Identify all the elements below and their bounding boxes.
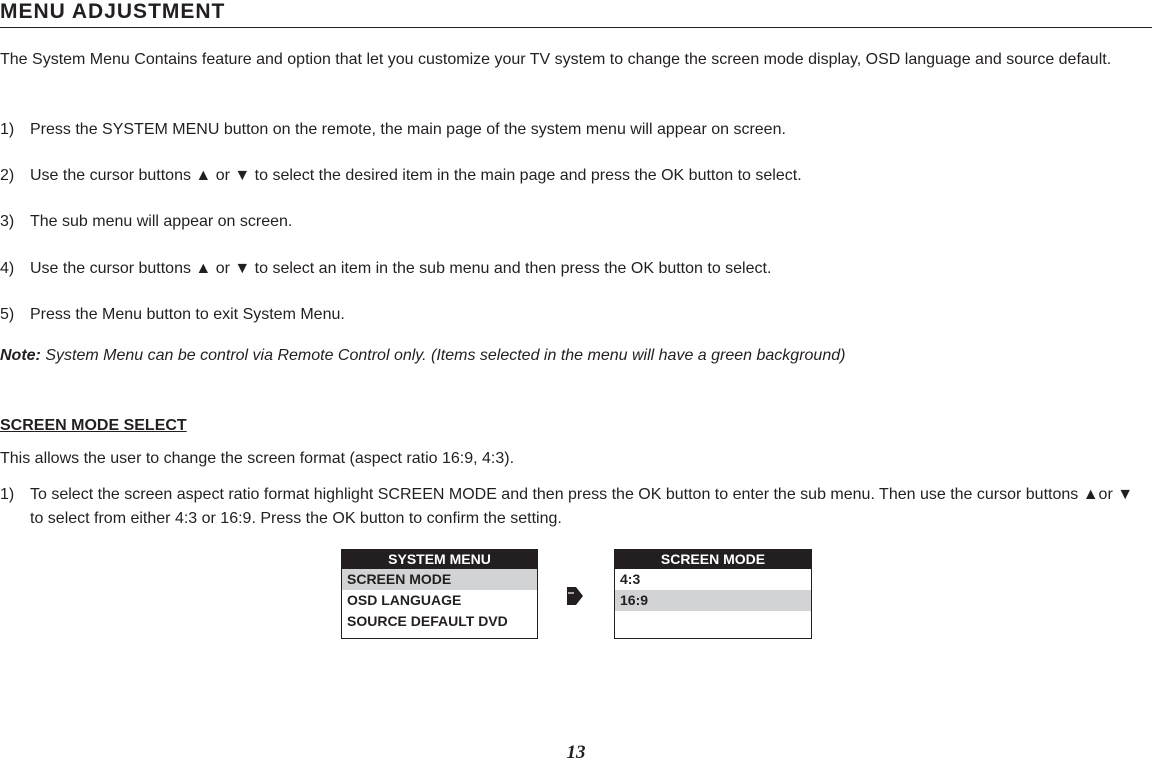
step-text: Use the cursor buttons ▲ or ▼ to select the desired item in the main page and press the OK button to select. bbox=[30, 167, 802, 184]
step-text: The sub menu will appear on screen. bbox=[30, 213, 293, 230]
section-heading: SCREEN MODE SELECT bbox=[0, 417, 187, 434]
title-divider bbox=[0, 27, 1152, 28]
step-text: Press the SYSTEM MENU button on the remote, the main page of the system menu will appear on screen. bbox=[30, 121, 786, 138]
screen-mode-menu-title: SCREEN MODE bbox=[615, 550, 811, 569]
page-title: MENU ADJUSTMENT bbox=[0, 0, 226, 23]
note-text: System Menu can be control via Remote Control only. (Items selected in the menu will have a green background) bbox=[40, 347, 846, 364]
step-number: 1) bbox=[0, 121, 15, 138]
menu-item-osd-language[interactable]: OSD LANGUAGE bbox=[347, 592, 462, 608]
section-description: This allows the user to change the screen format (aspect ratio 16:9, 4:3). bbox=[0, 450, 515, 467]
screen-mode-menu-box bbox=[614, 549, 812, 639]
menu-item-4-3[interactable]: 4:3 bbox=[620, 571, 641, 587]
step-number: 4) bbox=[0, 260, 15, 277]
system-menu-title: SYSTEM MENU bbox=[342, 550, 537, 569]
step-number: 1) bbox=[0, 486, 15, 503]
right-arrow-icon bbox=[565, 584, 585, 608]
step-number: 3) bbox=[0, 213, 15, 230]
menu-item-source-default[interactable]: SOURCE DEFAULT DVD bbox=[347, 613, 508, 629]
note bbox=[0, 346, 845, 366]
system-menu-box bbox=[341, 549, 538, 639]
step-number: 2) bbox=[0, 167, 15, 184]
note-label: Note: bbox=[0, 347, 41, 364]
intro-paragraph: The System Menu Contains feature and option that let you customize your TV system to change the screen mode display, OSD language and source default. bbox=[0, 51, 1112, 68]
step-text: Use the cursor buttons ▲ or ▼ to select an item in the sub menu and then press the OK button to select. bbox=[30, 260, 772, 277]
step-text: Press the Menu button to exit System Menu. bbox=[30, 306, 345, 323]
menu-item-screen-mode[interactable]: SCREEN MODE bbox=[342, 569, 537, 590]
step-text: To select the screen aspect ratio format highlight SCREEN MODE and then press the OK button to enter the sub menu. Then use the cursor buttons ▲or ▼ to select from either 4:3 or 16:9. Press the OK button to confirm the setting. bbox=[30, 486, 1134, 527]
page-number: 13 bbox=[566, 742, 586, 763]
menu-item-16-9[interactable]: 16:9 bbox=[615, 590, 811, 611]
step-number: 5) bbox=[0, 306, 15, 323]
